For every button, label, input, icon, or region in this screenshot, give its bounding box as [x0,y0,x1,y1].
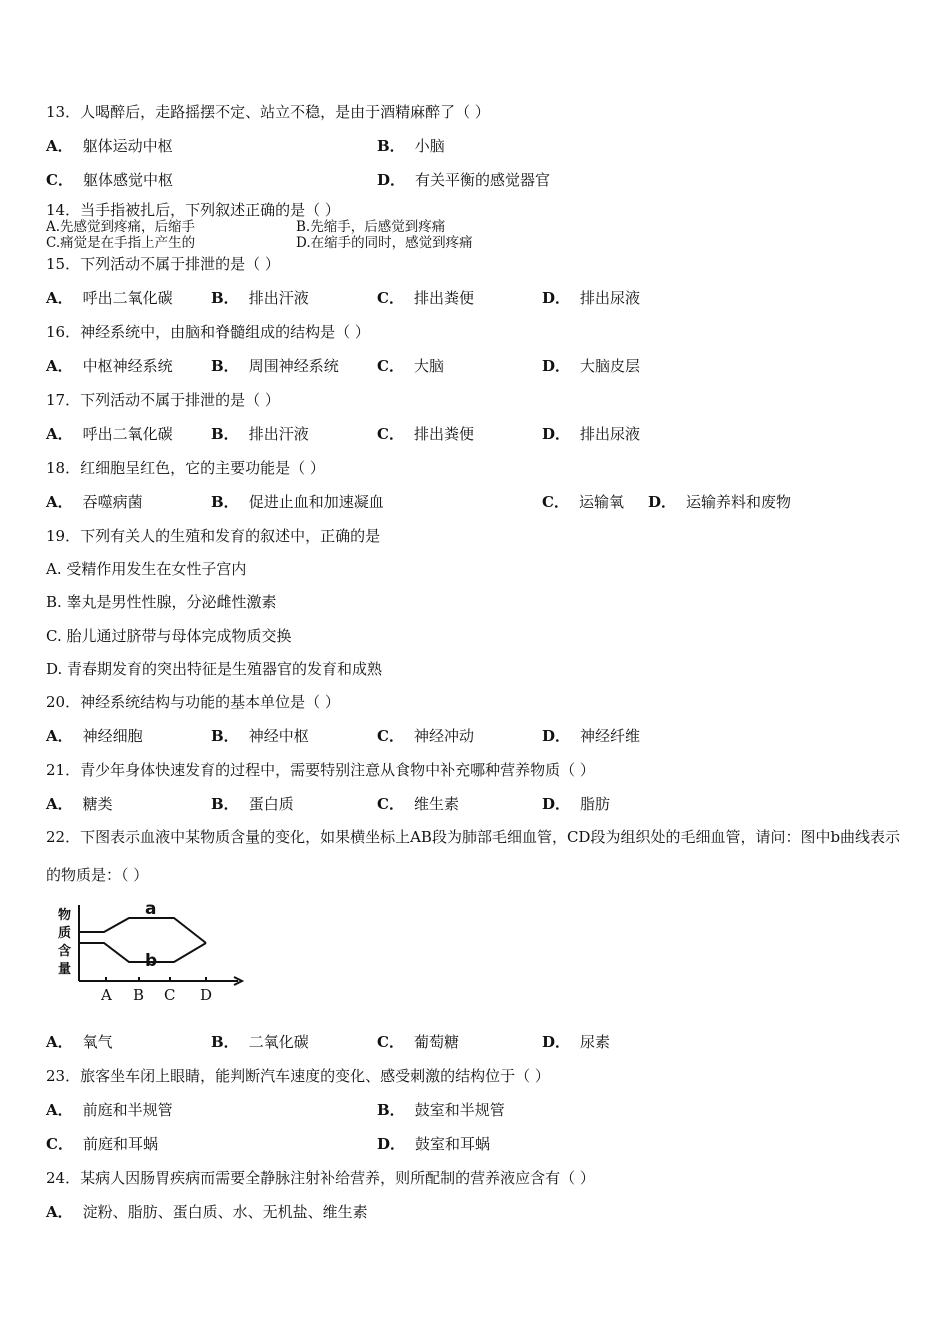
q15-option-d[interactable]: D． 排出尿液 [542,289,641,307]
q16-stem: 16．神经系统中，由脑和脊髓组成的结构是（ ） [46,323,370,341]
q21-stem: 21．青少年身体快速发育的过程中，需要特别注意从食物中补充哪种营养物质（ ） [46,761,595,779]
q21-option-a[interactable]: A． 糖类 [46,795,113,813]
curve-b-label: b [145,951,158,971]
q23-option-c[interactable]: C． 前庭和耳蜗 [46,1135,158,1153]
q15-option-b[interactable]: B． 排出汗液 [211,289,309,307]
x-tick-label: D [200,986,213,1004]
ylabel-char: 含 [58,944,72,959]
q18-stem: 18．红细胞呈红色，它的主要功能是（ ） [46,459,325,477]
q23-option-a[interactable]: A． 前庭和半规管 [46,1101,173,1119]
q17-option-d[interactable]: D． 排出尿液 [542,425,641,443]
q14-option-c[interactable]: C.痛觉是在手指上产生的 [46,235,196,251]
q13-option-a[interactable]: A． 躯体运动中枢 [46,137,173,155]
q20-option-c[interactable]: C． 神经冲动 [377,727,474,745]
q19-option-b[interactable]: B. 睾丸是男性性腺，分泌雌性激素 [46,593,277,611]
q20-option-d[interactable]: D． 神经纤维 [542,727,641,745]
q14-option-b[interactable]: B.先缩手，后感觉到疼痛 [296,219,446,235]
q21-option-b[interactable]: B． 蛋白质 [211,795,294,813]
q22-option-d[interactable]: D． 尿素 [542,1033,611,1051]
x-tick-label: C [164,986,176,1004]
q21-option-c[interactable]: C． 维生素 [377,795,459,813]
q17-option-a[interactable]: A． 呼出二氧化碳 [46,425,173,443]
ylabel-char: 物 [58,908,72,923]
q17-option-c[interactable]: C． 排出粪便 [377,425,474,443]
q13-option-c[interactable]: C． 躯体感觉中枢 [46,171,173,189]
q14-stem: 14．当手指被扎后，下列叙述正确的是（ ） [46,201,340,219]
q16-option-a[interactable]: A． 中枢神经系统 [46,357,173,375]
q19-option-c[interactable]: C. 胎儿通过脐带与母体完成物质交换 [46,627,292,645]
q18-option-d[interactable]: D． 运输养料和废物 [648,493,792,511]
curve-a-label: a [145,899,157,919]
q18-option-a[interactable]: A． 吞噬病菌 [46,493,143,511]
q17-option-b[interactable]: B． 排出汗液 [211,425,309,443]
ylabel-char: 量 [58,962,72,977]
q20-option-a[interactable]: A． 神经细胞 [46,727,143,745]
q19-stem: 19．下列有关人的生殖和发育的叙述中，正确的是 [46,527,381,545]
q22-option-b[interactable]: B． 二氧化碳 [211,1033,309,1051]
q22-figure [46,895,246,1007]
q13-option-d[interactable]: D． 有关平衡的感觉器官 [377,171,551,189]
q19-option-a[interactable]: A. 受精作用发生在女性子宫内 [46,560,247,578]
q15-option-c[interactable]: C． 排出粪便 [377,289,474,307]
ylabel-char: 质 [58,926,72,941]
q23-stem: 23．旅客坐车闭上眼睛，能判断汽车速度的变化、感受刺激的结构位于（ ） [46,1067,550,1085]
q14-option-a[interactable]: A.先感觉到疼痛，后缩手 [46,219,196,235]
q16-option-d[interactable]: D． 大脑皮层 [542,357,641,375]
q23-option-b[interactable]: B． 鼓室和半规管 [377,1101,505,1119]
curve-a [79,918,206,943]
q16-option-b[interactable]: B． 周围神经系统 [211,357,339,375]
q16-option-c[interactable]: C． 大脑 [377,357,444,375]
q20-option-b[interactable]: B． 神经中枢 [211,727,309,745]
x-tick-label: B [133,986,145,1004]
q15-option-a[interactable]: A． 呼出二氧化碳 [46,289,173,307]
q23-option-d[interactable]: D． 鼓室和耳蜗 [377,1135,491,1153]
q22-option-c[interactable]: C． 葡萄糖 [377,1033,459,1051]
curve-b [79,943,206,962]
q24-option-a[interactable]: A． 淀粉、脂肪、蛋白质、水、无机盐、维生素 [46,1203,368,1221]
q14-option-d[interactable]: D.在缩手的同时，感觉到疼痛 [296,235,473,251]
q18-option-b[interactable]: B． 促进止血和加速凝血 [211,493,384,511]
q13-stem: 13．人喝醉后，走路摇摆不定、站立不稳，是由于酒精麻醉了（ ） [46,103,490,121]
q15-stem: 15．下列活动不属于排泄的是（ ） [46,255,280,273]
q22-option-a[interactable]: A． 氧气 [46,1033,113,1051]
x-tick-label: A [101,986,112,1004]
q18-option-c[interactable]: C． 运输氧 [542,493,624,511]
q13-option-b[interactable]: B． 小脑 [377,137,445,155]
q19-option-d[interactable]: D. 青春期发育的突出特征是生殖器官的发育和成熟 [46,660,383,678]
q22-stem: 22．下图表示血液中某物质含量的变化，如果横坐标上AB段为肺部毛细血管，CD段为组织处的毛细血管，请问：图中b曲线表示的物质是：（ ） [46,828,901,884]
q17-stem: 17．下列活动不属于排泄的是（ ） [46,391,280,409]
q24-stem: 24．某病人因肠胃疾病而需要全静脉注射补给营养，则所配制的营养液应含有（ ） [46,1169,595,1187]
q21-option-d[interactable]: D． 脂肪 [542,795,611,813]
q20-stem: 20．神经系统结构与功能的基本单位是（ ） [46,693,340,711]
